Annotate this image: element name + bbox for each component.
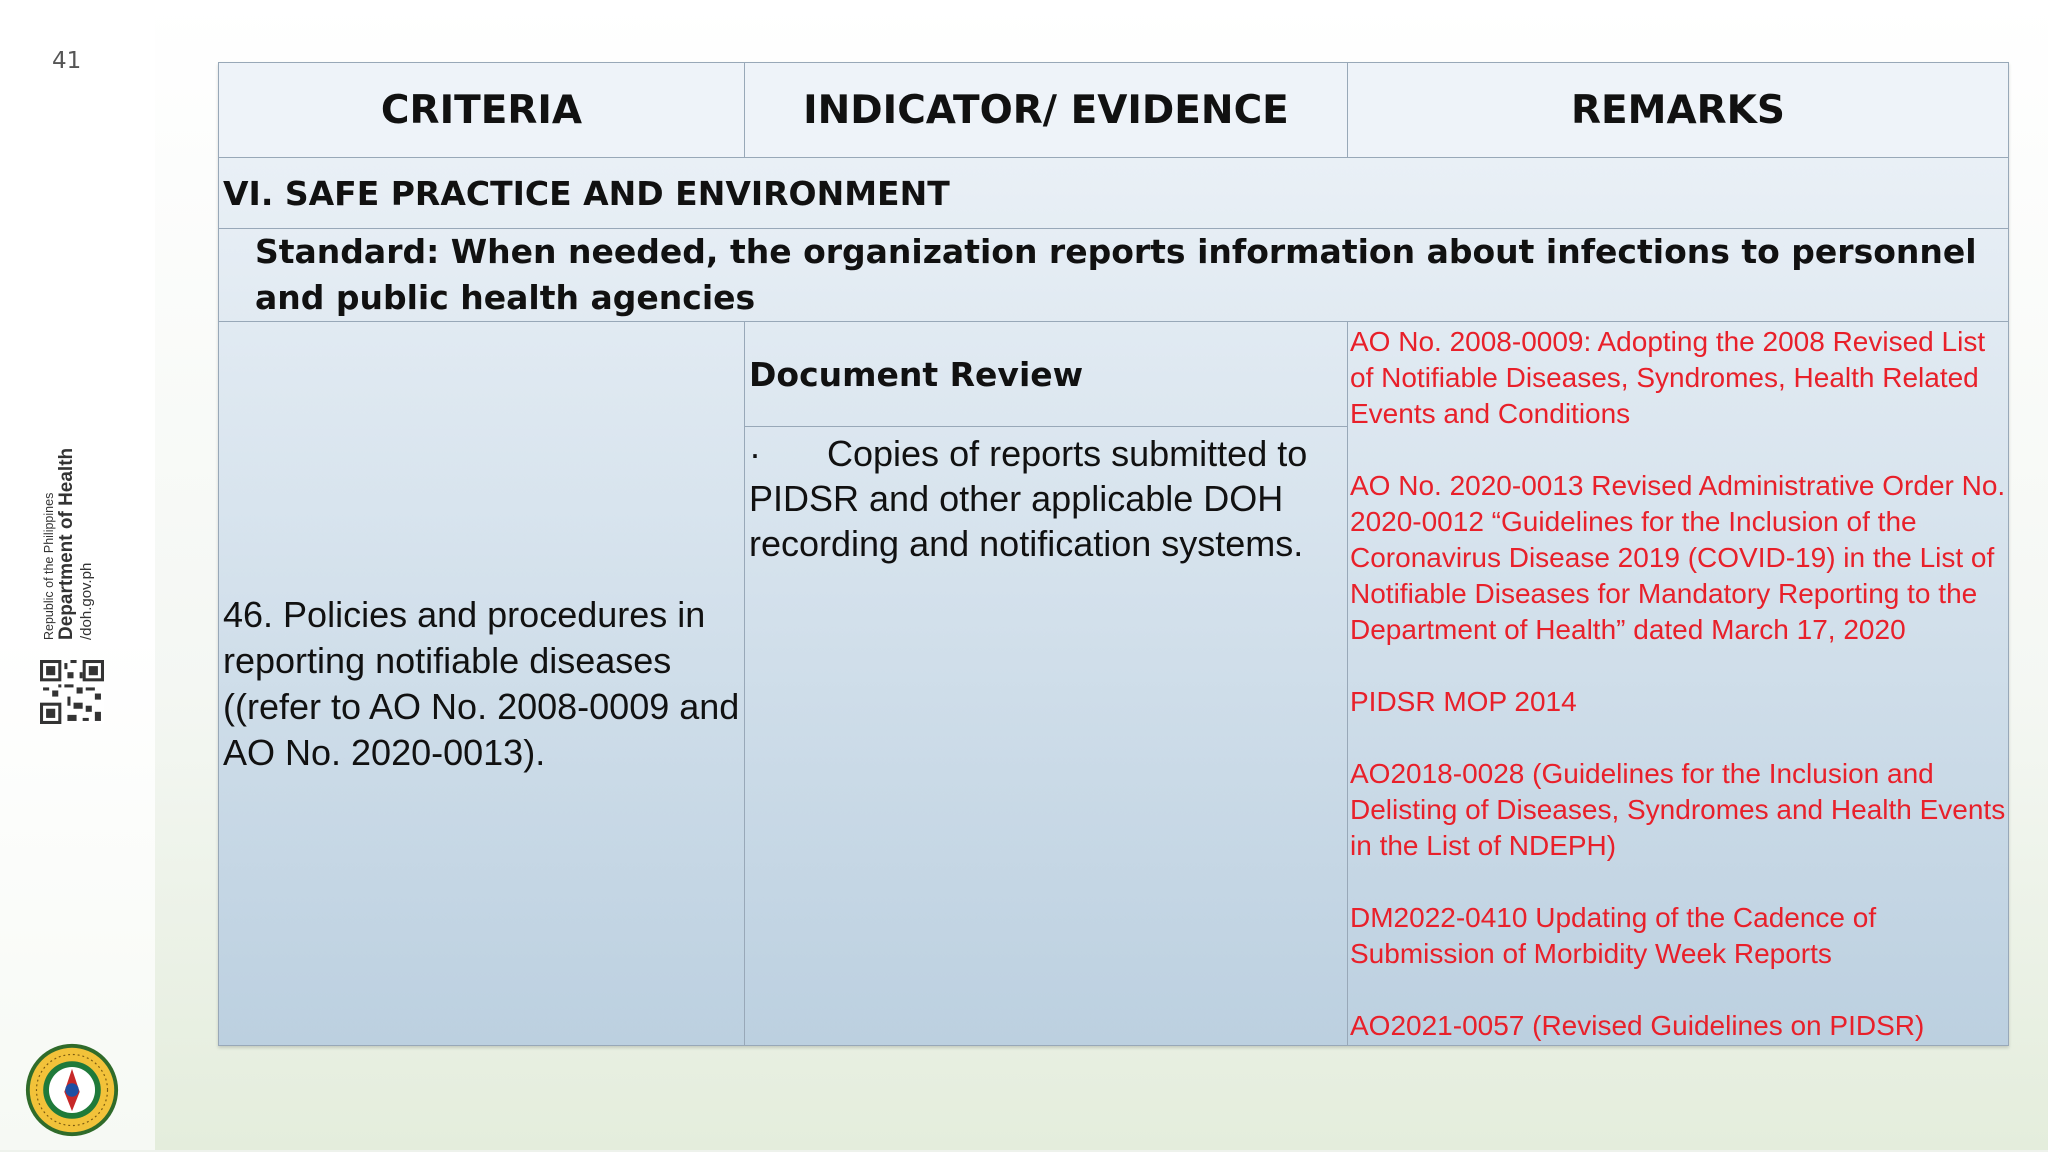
- header-remarks: REMARKS: [1348, 63, 2009, 158]
- remark-item: PIDSR MOP 2014: [1350, 686, 1577, 717]
- remark-item: AO No. 2020-0013 Revised Administrative Order No. 2020-0012 “Guidelines for the Inclusion of the Coronavirus Disease 2019 (COVID-19) in the List of Notifiable Diseases for Mandatory Reporting to the Department of Health” dated March 17, 2020: [1350, 470, 2006, 645]
- criteria-table: [218, 62, 2009, 1046]
- brand-department: Department of Health: [56, 447, 78, 640]
- doh-branding: [42, 430, 112, 640]
- qr-code-icon: [40, 660, 104, 724]
- header-criteria: CRITERIA: [219, 63, 745, 158]
- bullet-icon: ·: [749, 433, 761, 474]
- brand-republic: Republic of the Philippines: [42, 492, 56, 640]
- header-indicator-evidence: [745, 63, 1348, 158]
- indicator-text: Copies of reports submitted to PIDSR and other applicable DOH recording and notification systems.: [749, 433, 1308, 564]
- remarks-cell: [1348, 322, 2009, 1046]
- standard-statement: Standard: When needed, the organization reports information about infections to personnel and public health agencies: [219, 229, 2009, 322]
- doh-seal-icon: [24, 1042, 120, 1138]
- indicator-title: Document Review: [745, 322, 1348, 427]
- header-indicator-evidence-label: INDICATOR/ EVIDENCE: [803, 87, 1289, 133]
- remark-item: AO2021-0057 (Revised Guidelines on PIDSR): [1350, 1010, 1925, 1041]
- page-number: 41: [52, 48, 82, 74]
- remark-item: AO2018-0028 (Guidelines for the Inclusion and Delisting of Diseases, Syndromes and Health Events in the List of NDEPH): [1350, 758, 2006, 861]
- criteria-cell: 46. Policies and procedures in reporting notifiable diseases ((refer to AO No. 2008-0009 and AO No. 2020-0013).: [219, 322, 745, 1046]
- indicator-body: [745, 427, 1348, 1046]
- section-title: VI. SAFE PRACTICE AND ENVIRONMENT: [219, 158, 2009, 229]
- brand-website: /doh.gov.ph: [78, 562, 96, 640]
- remark-item: DM2022-0410 Updating of the Cadence of Submission of Morbidity Week Reports: [1350, 902, 1877, 969]
- remark-item: AO No. 2008-0009: Adopting the 2008 Revised List of Notifiable Diseases, Syndromes, Health Related Events and Conditions: [1350, 326, 1986, 429]
